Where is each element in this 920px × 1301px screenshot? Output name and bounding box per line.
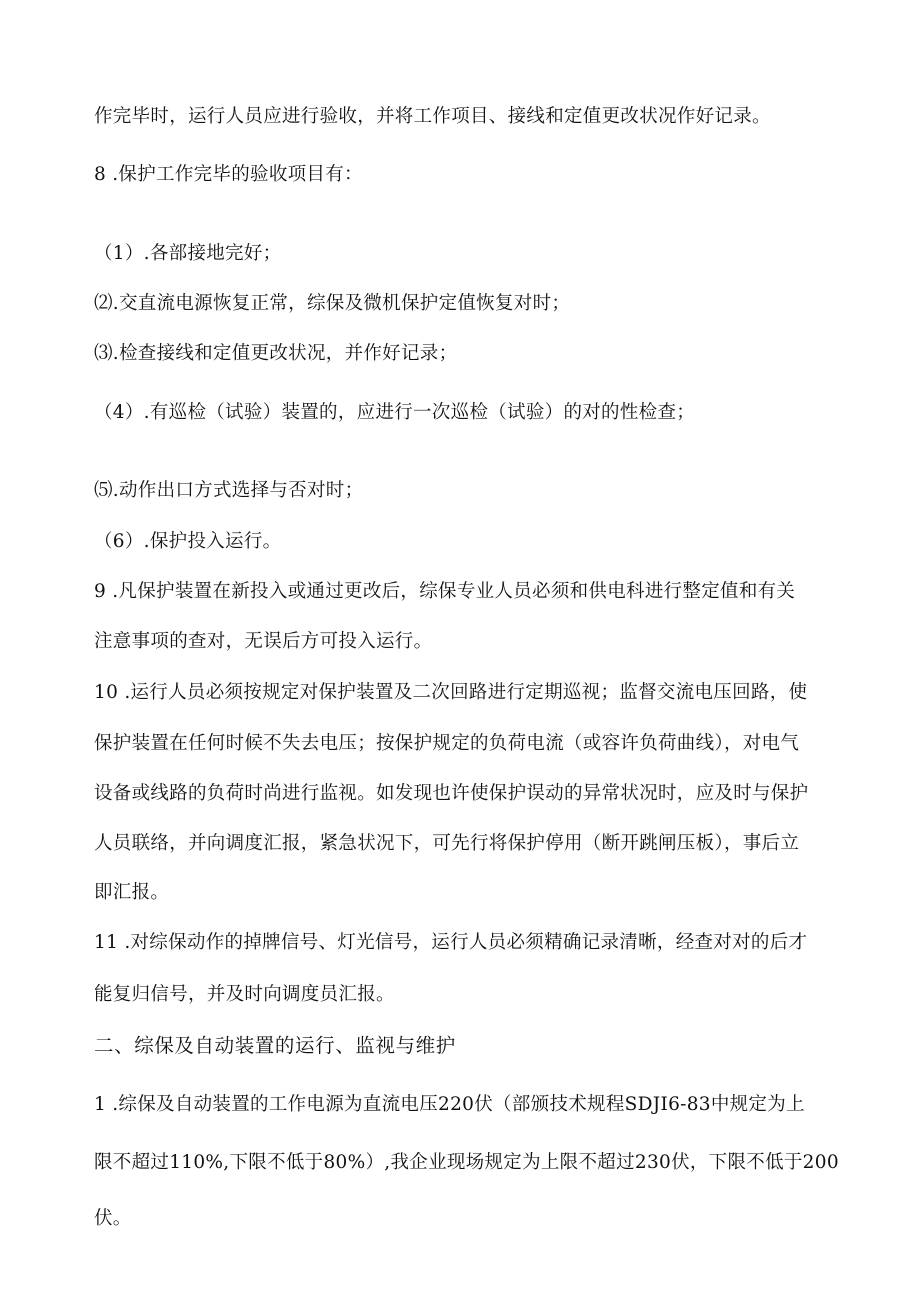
section-item-11: 11 .对综保动作的掉牌信号、灯光信号，运行人员必须精确记录清晰，经查对对的后才 [94, 932, 808, 953]
paragraph-line: 限不超过110%,下限不低于80%）,我企业现场规定为上限不超过230伏，下限不低于200 [94, 1152, 839, 1173]
list-item-5: ⑸.动作出口方式选择与否对时； [94, 480, 364, 501]
paragraph-line: 人员联络，并向调度汇报，紧急状况下，可先行将保护停用（断开跳闸压板），事后立 [94, 833, 800, 854]
paragraph-line: 作完毕时，运行人员应进行验收，并将工作项目、接线和定值更改状况作好记录。 [94, 106, 771, 127]
list-item-4: （4）.有巡检（试验）装置的，应进行一次巡检（试验）的对的性检查； [94, 402, 696, 423]
list-item-3: ⑶.检查接线和定值更改状况，并作好记录； [94, 343, 458, 364]
section-item-8: 8 .保护工作完毕的验收项目有： [94, 164, 363, 185]
paragraph-line: 能复归信号，并及时向调度员汇报。 [94, 984, 395, 1005]
paragraph-line: 伏。 [94, 1208, 132, 1229]
paragraph-line: 即汇报。 [94, 882, 170, 903]
paragraph-line: 设备或线路的负荷时尚进行监视。如发现也许使保护误动的异常状况时，应及时与保护 [94, 783, 809, 804]
paragraph-line: 注意事项的查对，无误后方可投入运行。 [94, 631, 433, 652]
section-item-9: 9 .凡保护装置在新投入或通过更改后，综保专业人员必须和供电科进行整定值和有关 [94, 581, 796, 602]
section-heading: 二、综保及自动装置的运行、监视与维护 [94, 1034, 456, 1057]
section-item-1: 1 .综保及自动装置的工作电源为直流电压220伏（部颁技术规程SDJI6-83中规定为上 [94, 1094, 805, 1115]
list-item-1: （1）.各部接地完好； [94, 243, 282, 264]
list-item-2: ⑵.交直流电源恢复正常，综保及微机保护定值恢复对时； [94, 293, 571, 314]
paragraph-line: 保护装置在任何时候不失去电压；按保护规定的负荷电流（或容许负荷曲线），对电气 [94, 733, 800, 754]
list-item-6: （6）.保护投入运行。 [94, 531, 282, 552]
section-item-10: 10 .运行人员必须按规定对保护装置及二次回路进行定期巡视；监督交流电压回路，使 [94, 682, 808, 703]
